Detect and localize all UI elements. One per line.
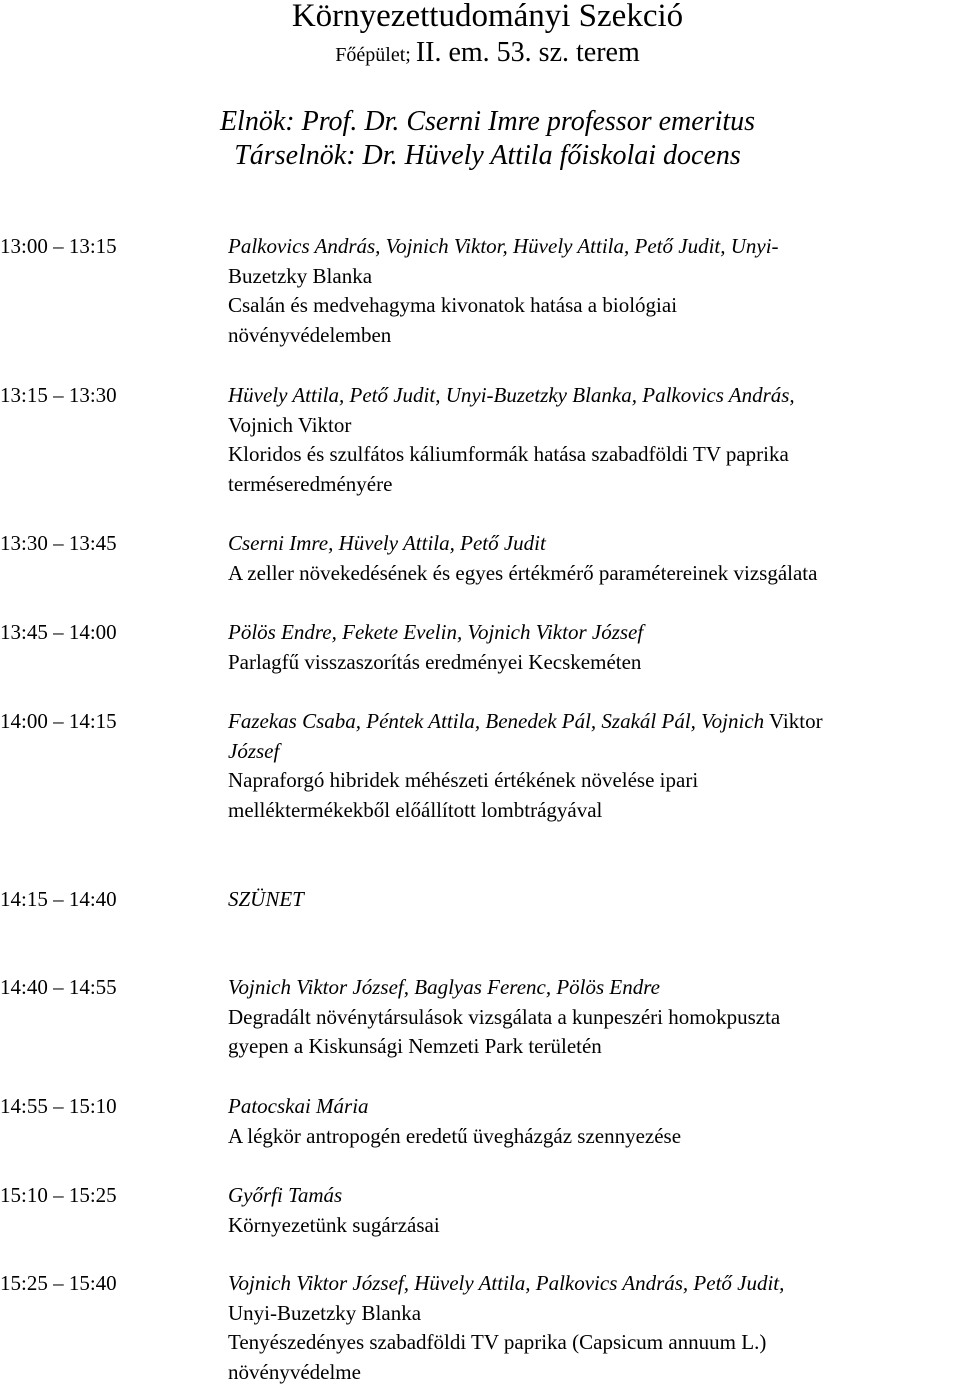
session-authors: Pölös Endre, Fekete Evelin, Vojnich Viktor József bbox=[228, 620, 644, 644]
session-time: 13:00 – 13:15 bbox=[0, 234, 117, 258]
session-time: 15:25 – 15:40 bbox=[0, 1271, 117, 1295]
session-title: Napraforgó hibridek méhészeti értékének növelése ipari bbox=[228, 768, 699, 792]
session-title-cont: növényvédelemben bbox=[228, 322, 392, 347]
chair-line: Elnök: Prof. Dr. Cserni Imre professor emeritus bbox=[219, 106, 756, 137]
session-authors: Győrfi Tamás bbox=[228, 1183, 343, 1207]
session-time: 15:10 – 15:25 bbox=[0, 1183, 117, 1207]
session-title: Parlagfű visszaszorítás eredményei Kecskeméten bbox=[228, 649, 642, 674]
session-title-cont: növényvédelme bbox=[228, 1359, 361, 1384]
location bbox=[0, 36, 960, 72]
session-time: 13:15 – 13:30 bbox=[0, 383, 117, 407]
session-title: A zeller növekedésének és egyes értékmérő paramétereinek vizsgálata bbox=[228, 560, 818, 585]
session-time: 14:00 – 14:15 bbox=[0, 709, 117, 733]
session-authors bbox=[228, 707, 960, 737]
session-authors-roman: Viktor bbox=[764, 709, 823, 733]
session-authors-cont: Buzetzky Blanka bbox=[228, 263, 373, 288]
section-title: Környezettudományi Szekció bbox=[291, 0, 684, 34]
location-building: Főépület; bbox=[335, 44, 416, 66]
session-authors: Vojnich Viktor József, Baglyas Ferenc, Pölös Endre bbox=[228, 975, 660, 999]
session-authors: Cserni Imre, Hüvely Attila, Pető Judit bbox=[228, 531, 546, 555]
session-authors: Vojnich Viktor József, Hüvely Attila, Palkovics András, Pető Judit, bbox=[228, 1271, 785, 1295]
session-authors-italic: Fazekas Csaba, Péntek Attila, Benedek Pál, Szakál Pál, Vojnich bbox=[228, 709, 765, 733]
location-room: II. em. 53. sz. terem bbox=[415, 37, 640, 68]
session-title-cont: terméseredményére bbox=[228, 471, 393, 496]
session-title-cont: gyepen a Kiskunsági Nemzeti Park területén bbox=[228, 1034, 602, 1058]
session-authors-cont: Unyi-Buzetzky Blanka bbox=[228, 1300, 422, 1325]
session-title: Tenyészedényes szabadföldi TV paprika (Capsicum annuum L.) bbox=[228, 1330, 767, 1354]
session-authors-cont: Vojnich Viktor bbox=[228, 412, 352, 437]
session-title-cont: melléktermékekből előállított lombtrágyával bbox=[228, 797, 603, 822]
session-time: 14:55 – 15:10 bbox=[0, 1094, 117, 1118]
session-time: 13:45 – 14:00 bbox=[0, 620, 117, 644]
session-title: Kloridos és szulfátos káliumformák hatása szabadföldi TV paprika bbox=[228, 442, 789, 466]
session-title: Csalán és medvehagyma kivonatok hatása a biológiai bbox=[228, 293, 678, 317]
break-time: 14:15 – 14:40 bbox=[0, 887, 117, 911]
session-authors: Palkovics András, Vojnich Viktor, Hüvely Attila, Pető Judit, Unyi- bbox=[228, 234, 779, 258]
session-time: 14:40 – 14:55 bbox=[0, 975, 117, 999]
cochair-line: Társelnök: Dr. Hüvely Attila főiskolai docens bbox=[234, 140, 741, 171]
session-authors: Patocskai Mária bbox=[228, 1094, 369, 1118]
session-title: A légkör antropogén eredetű üvegházgáz szennyezése bbox=[228, 1123, 682, 1148]
session-title: Környezetünk sugárzásai bbox=[228, 1212, 440, 1237]
break-label: SZÜNET bbox=[228, 887, 304, 911]
session-authors: Hüvely Attila, Pető Judit, Unyi-Buzetzky Blanka, Palkovics András, bbox=[228, 383, 795, 407]
session-title: Degradált növénytársulások vizsgálata a kunpeszéri homokpuszta bbox=[228, 1004, 781, 1029]
session-authors-cont: József bbox=[228, 738, 280, 763]
session-time: 13:30 – 13:45 bbox=[0, 531, 117, 555]
